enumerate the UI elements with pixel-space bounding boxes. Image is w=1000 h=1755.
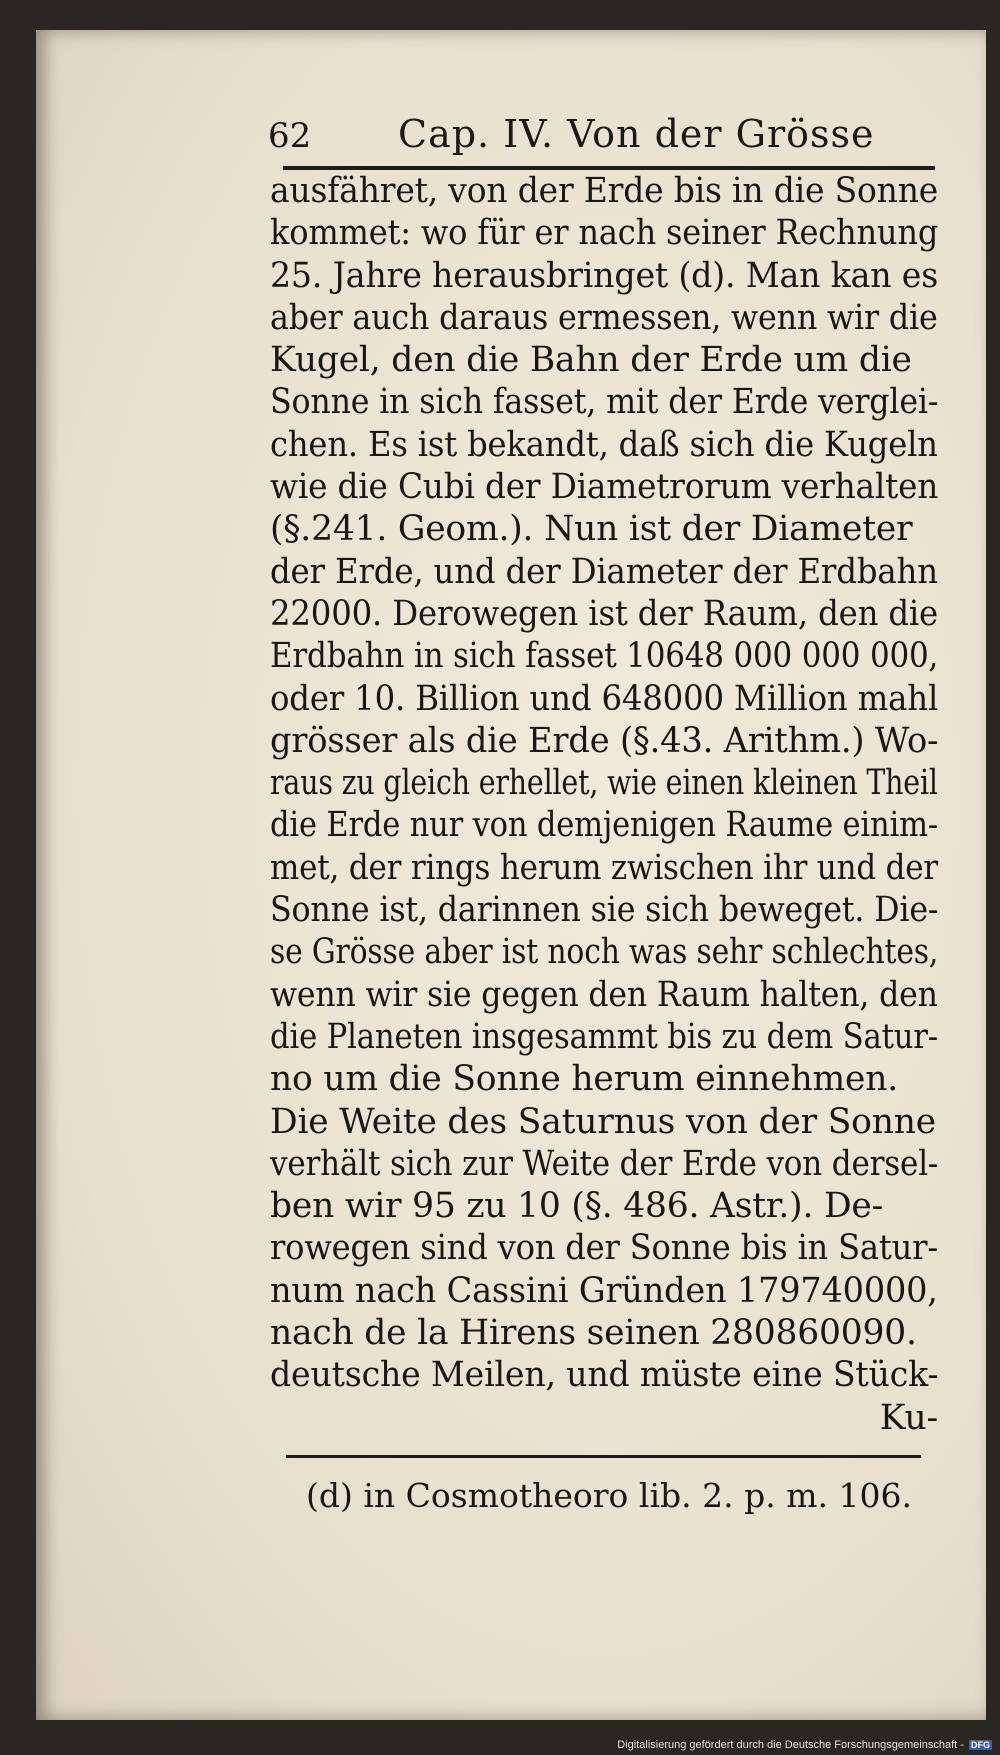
dfg-logo: DFG bbox=[971, 1740, 990, 1750]
text-line: se Grösse aber ist noch was sehr schlechtes, bbox=[270, 932, 939, 973]
page-number: 62 bbox=[268, 116, 312, 156]
running-title: Cap. IV. Von der Grösse bbox=[398, 112, 875, 156]
text-line: Sonne in sich fasset, mit der Erde verglei- bbox=[270, 382, 939, 423]
text-line: die Erde nur von demjenigen Raume einim- bbox=[270, 805, 938, 846]
text-line: wie die Cubi der Diametrorum verhalten bbox=[270, 467, 939, 508]
text-line: raus zu gleich erhellet, wie einen kleinen Theil bbox=[270, 763, 938, 804]
text-line: Kugel, den die Bahn der Erde um die bbox=[270, 340, 912, 381]
text-line: 22000. Derowegen ist der Raum, den die bbox=[270, 593, 939, 634]
text-line: nach de la Hirens seinen 280860090. bbox=[270, 1313, 917, 1354]
body-text bbox=[270, 170, 938, 1439]
text-line: kommet: wo für er nach seiner Rechnung bbox=[270, 213, 939, 254]
text-line: wenn wir sie gegen den Raum halten, den bbox=[270, 974, 938, 1015]
text-line: no um die Sonne herum einnehmen. bbox=[270, 1059, 899, 1100]
text-line: ben wir 95 zu 10 (§. 486. Astr.). De- bbox=[270, 1186, 884, 1227]
footnote-rule bbox=[286, 1455, 921, 1458]
text-line: chen. Es ist bekandt, daß sich die Kugeln bbox=[270, 424, 938, 465]
text-line: Die Weite des Saturnus von der Sonne bbox=[270, 1101, 936, 1142]
text-line: Erdbahn in sich fasset 10648 000 000 000, bbox=[270, 636, 939, 677]
footnote: (d) in Cosmotheoro lib. 2. p. m. 106. bbox=[306, 1476, 912, 1515]
text-line: die Planeten insgesammt bis zu dem Satur- bbox=[270, 1016, 938, 1057]
running-header bbox=[268, 108, 928, 164]
text-line: 25. Jahre herausbringet (d). Man kan es bbox=[270, 255, 939, 296]
text-line: grösser als die Erde (§.43. Arithm.) Wo- bbox=[270, 720, 939, 761]
text-line: met, der rings herum zwischen ihr und der bbox=[270, 847, 939, 888]
credit-text: Digitalisierung gefördert durch die Deutsche Forschungsgemeinschaft - bbox=[617, 1739, 964, 1751]
text-line: rowegen sind von der Sonne bis in Satur- bbox=[270, 1228, 938, 1269]
text-line: deutsche Meilen, und müste eine Stück- bbox=[270, 1355, 939, 1396]
catchword: Ku- bbox=[879, 1397, 938, 1438]
text-line: Sonne ist, darinnen sie sich beweget. Die- bbox=[270, 890, 939, 931]
text-line: (§.241. Geom.). Nun ist der Diameter bbox=[270, 509, 913, 550]
digitization-credit bbox=[617, 1739, 992, 1751]
text-line: num nach Cassini Gründen 179740000, bbox=[270, 1270, 938, 1311]
text-line: ausfähret, von der Erde bis in die Sonne bbox=[270, 171, 939, 211]
text-line: der Erde, und der Diameter der Erdbahn bbox=[270, 551, 938, 592]
text-line: verhält sich zur Weite der Erde von dersel- bbox=[270, 1143, 939, 1184]
text-line: aber auch daraus ermessen, wenn wir die bbox=[270, 297, 938, 338]
text-line: oder 10. Billion und 648000 Million mahl bbox=[270, 678, 939, 719]
